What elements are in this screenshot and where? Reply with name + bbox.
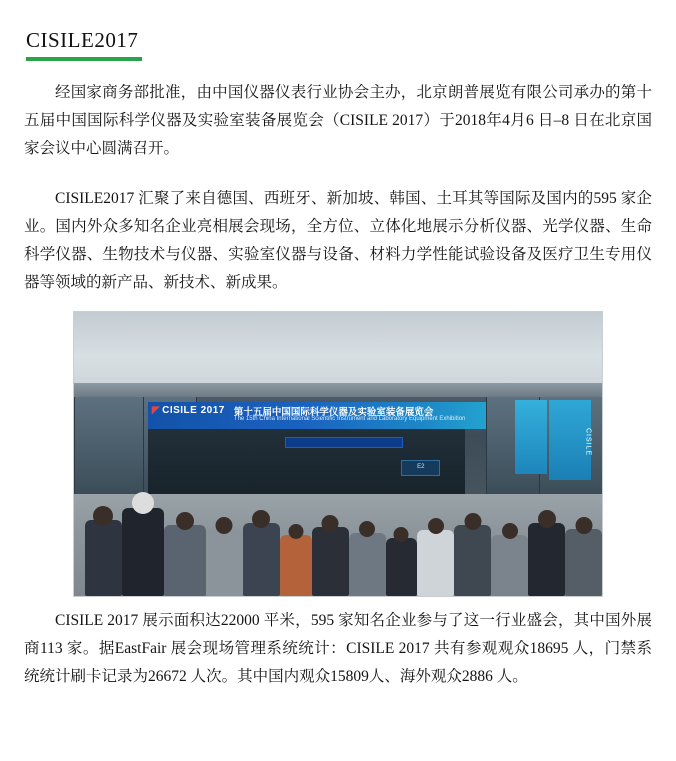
page-title: CISILE2017 [26,28,139,52]
paragraph-1: 经国家商务部批准，由中国仪器仪表行业协会主办，北京朗普展览有限公司承办的第十五届中国国际科学仪器及实验室装备展览会（CISILE 2017）于2018年4月6 日–8 日在北京国家会议中心圆满召开。 [24,84,652,158]
paragraph-spacer [24,167,652,185]
paragraph-2: CISILE2017 汇聚了来自德国、西班牙、新加坡、韩国、土耳其等国际及国内的595 家企业。国内外众多知名企业亮相展会现场，全方位、立体化地展示分析仪器、光学仪器、生命科学仪器、生物技术与仪器、实验室仪器与设备、材料力学性能试验设备及医疗卫生专用仪器等领域的新产品、新技术、新成果。 [24,190,652,292]
photo-door-sign [285,437,403,448]
photo-side-banner: CISILE [549,400,591,480]
title-underline-rule [26,57,142,61]
banner-sub-text: The 15th China International Scientific Instrument and Laboratory Equipment Exhibition [233,415,466,422]
photo-crowd [74,474,602,596]
photo-building-top [74,312,602,386]
photo-roof-band [74,383,602,397]
photo-hall-label: E2 [401,460,440,476]
paragraph-3: CISILE 2017 展示面积达22000 平米，595 家知名企业参与了这一行业盛会，其中国外展商113 家。据EastFair 展会现场管理系统统计：CISILE 2017 共有参观观众18695 人，门禁系统统计刷卡记录为26672 人次。其中国内观众15809人、海外观众2886 人。 [24,612,652,686]
photo-side-banner-2 [515,400,547,474]
photo-main-banner [148,402,486,429]
banner-logo-text: ◤ CISILE 2017 [151,404,225,416]
banner-main-text: 第十五届中国国际科学仪器及实验室装备展览会 [233,406,434,418]
figure-exhibition-photo [24,311,652,597]
photo-image [73,311,603,597]
